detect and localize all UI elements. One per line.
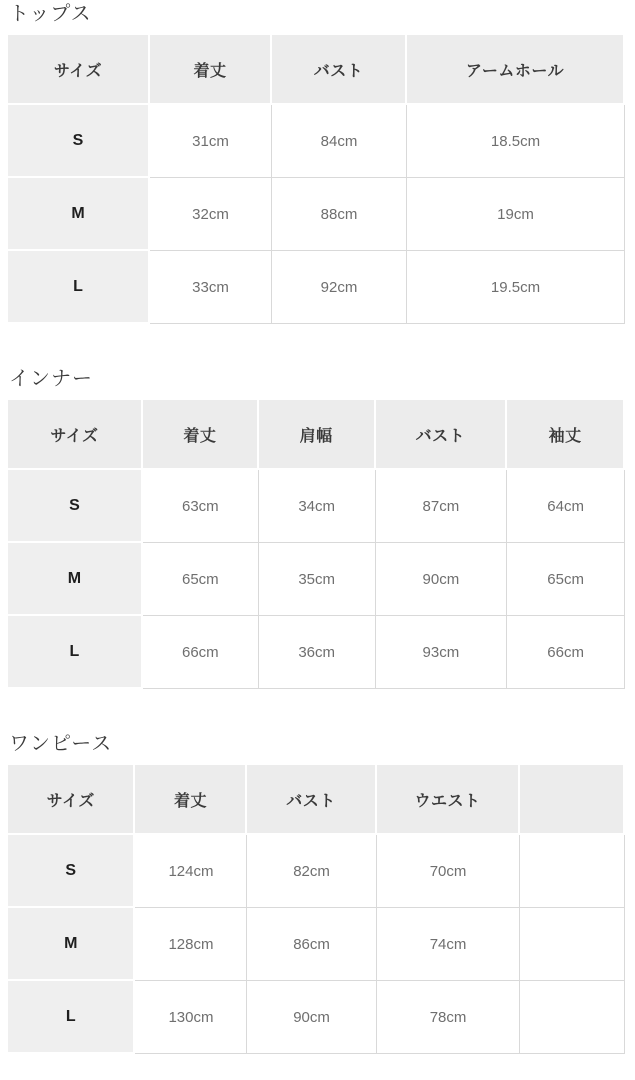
table-row bbox=[8, 616, 625, 689]
measurement-cell: 92cm bbox=[272, 251, 407, 324]
column-header-waist: ウエスト bbox=[377, 765, 521, 835]
size-label-cell: M bbox=[8, 178, 150, 251]
table-header-row bbox=[8, 400, 625, 470]
table-row bbox=[8, 470, 625, 543]
section-title-tops: トップス bbox=[9, 3, 92, 25]
table-viewport bbox=[8, 400, 625, 689]
column-header-length: 着丈 bbox=[135, 765, 247, 835]
size-table-section-onepiece bbox=[8, 733, 635, 1054]
measurement-cell: 18.5cm bbox=[407, 105, 625, 178]
measurement-cell: 86cm bbox=[247, 908, 376, 981]
size-label-cell: M bbox=[8, 908, 135, 981]
measurement-cell: 90cm bbox=[247, 981, 376, 1054]
table-row bbox=[8, 178, 625, 251]
measurement-cell: 66cm bbox=[507, 616, 625, 689]
table-row bbox=[8, 981, 625, 1054]
measurement-cell-clipped bbox=[520, 835, 625, 908]
measurement-cell: 128cm bbox=[135, 908, 247, 981]
column-header-shoulder: 肩幅 bbox=[259, 400, 376, 470]
measurement-cell: 84cm bbox=[272, 105, 407, 178]
column-header-bust: バスト bbox=[376, 400, 508, 470]
table-header-row bbox=[8, 35, 625, 105]
measurement-cell-clipped bbox=[520, 981, 625, 1054]
column-header-size: サイズ bbox=[8, 765, 135, 835]
measurement-cell: 19.5cm bbox=[407, 251, 625, 324]
size-label-cell: L bbox=[8, 251, 150, 324]
measurement-cell: 65cm bbox=[507, 543, 625, 616]
column-header-sleeve: 袖丈 bbox=[507, 400, 625, 470]
size-table-section-tops bbox=[8, 3, 635, 324]
measurement-cell: 93cm bbox=[376, 616, 508, 689]
table-header-row bbox=[8, 765, 625, 835]
table-row bbox=[8, 908, 625, 981]
measurement-cell: 63cm bbox=[143, 470, 259, 543]
column-header-length: 着丈 bbox=[150, 35, 272, 105]
column-header-length: 着丈 bbox=[143, 400, 259, 470]
measurement-cell-clipped bbox=[520, 908, 625, 981]
column-header-armhole: アームホール bbox=[407, 35, 625, 105]
measurement-cell: 74cm bbox=[377, 908, 521, 981]
section-title-inner: インナー bbox=[9, 368, 93, 390]
table-row bbox=[8, 543, 625, 616]
size-label-cell: L bbox=[8, 616, 143, 689]
measurement-cell: 130cm bbox=[135, 981, 247, 1054]
measurement-cell: 64cm bbox=[507, 470, 625, 543]
column-header-bust: バスト bbox=[247, 765, 376, 835]
size-table-tops bbox=[8, 35, 625, 324]
measurement-cell: 32cm bbox=[150, 178, 272, 251]
measurement-cell: 124cm bbox=[135, 835, 247, 908]
measurement-cell: 70cm bbox=[377, 835, 521, 908]
measurement-cell: 36cm bbox=[259, 616, 376, 689]
size-label-cell: S bbox=[8, 105, 150, 178]
measurement-cell: 34cm bbox=[259, 470, 376, 543]
table-row bbox=[8, 835, 625, 908]
measurement-cell: 90cm bbox=[376, 543, 508, 616]
table-viewport bbox=[8, 35, 625, 324]
column-header-clipped bbox=[520, 765, 625, 835]
column-header-size: サイズ bbox=[8, 35, 150, 105]
size-label-cell: S bbox=[8, 835, 135, 908]
size-label-cell: S bbox=[8, 470, 143, 543]
size-label-cell: L bbox=[8, 981, 135, 1054]
measurement-cell: 35cm bbox=[259, 543, 376, 616]
measurement-cell: 31cm bbox=[150, 105, 272, 178]
measurement-cell: 88cm bbox=[272, 178, 407, 251]
measurement-cell: 87cm bbox=[376, 470, 508, 543]
measurement-cell: 65cm bbox=[143, 543, 259, 616]
measurement-cell: 82cm bbox=[247, 835, 376, 908]
table-viewport bbox=[8, 765, 625, 1054]
size-table-onepiece bbox=[8, 765, 625, 1054]
measurement-cell: 19cm bbox=[407, 178, 625, 251]
measurement-cell: 66cm bbox=[143, 616, 259, 689]
table-row bbox=[8, 251, 625, 324]
section-title-onepiece: ワンピース bbox=[9, 733, 113, 755]
measurement-cell: 33cm bbox=[150, 251, 272, 324]
size-table-inner bbox=[8, 400, 625, 689]
table-row bbox=[8, 105, 625, 178]
size-table-section-inner bbox=[8, 368, 635, 689]
column-header-bust: バスト bbox=[272, 35, 407, 105]
size-label-cell: M bbox=[8, 543, 143, 616]
column-header-size: サイズ bbox=[8, 400, 143, 470]
measurement-cell: 78cm bbox=[377, 981, 521, 1054]
